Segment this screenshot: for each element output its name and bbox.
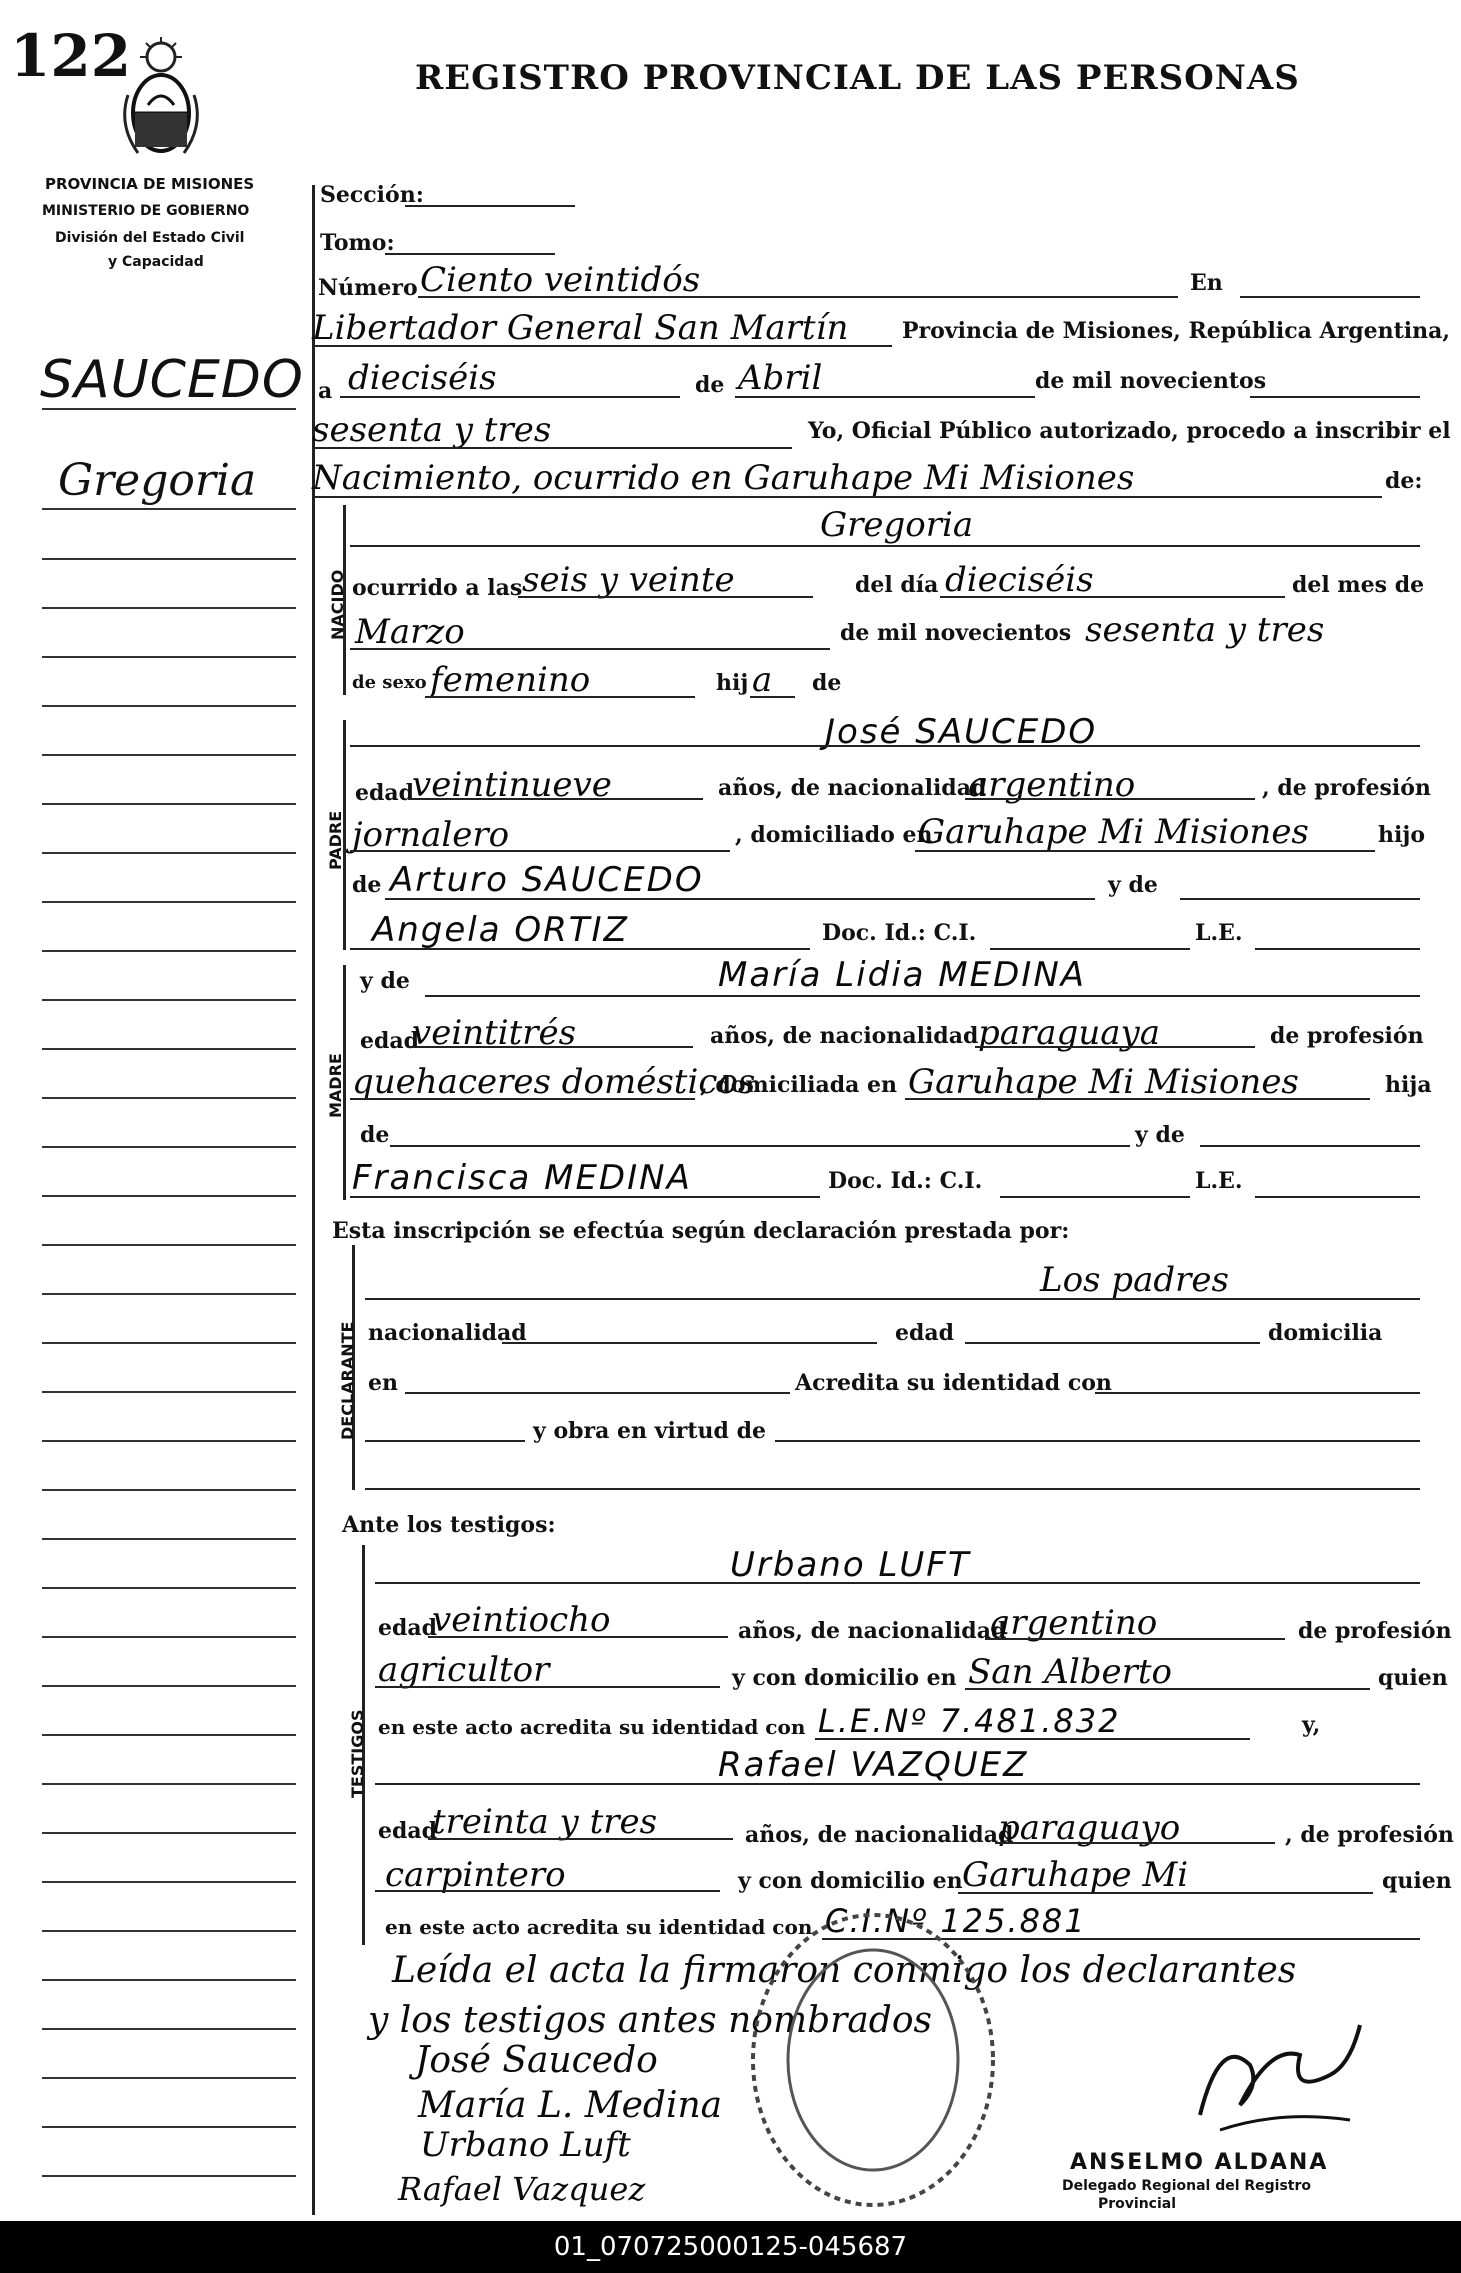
nacido-de-label: de: [812, 670, 842, 696]
birth-year-prefix: de mil novecientos: [840, 620, 1072, 646]
signature-maria-medina: María L. Medina: [418, 2085, 723, 2126]
left-rule-line: [42, 1048, 296, 1050]
de-label: de: [695, 372, 725, 398]
paternal-grandmother: Angela ORTIZ: [372, 910, 629, 950]
page-number: 122: [10, 22, 132, 90]
w1-edad-label: edad: [378, 1615, 438, 1641]
father-profession: jornalero: [352, 815, 510, 855]
year-prefix: de mil novecientos: [1035, 368, 1267, 394]
left-rule-line: [42, 1293, 296, 1295]
left-rule-line: [42, 1685, 296, 1687]
birth-month: Marzo: [355, 612, 465, 652]
w2-dom-label: y con domicilio en: [738, 1868, 963, 1894]
madre-prof-label: de profesión: [1270, 1023, 1424, 1049]
nacido-name: Gregoria: [820, 505, 974, 545]
given-name-index: Gregoria: [58, 455, 257, 506]
w2-acredita-label: en este acto acredita su identidad con: [385, 1915, 813, 1939]
numero-value: Ciento veintidós: [420, 260, 701, 300]
sexo-value: femenino: [430, 660, 591, 700]
padre-de-label: de: [352, 872, 382, 898]
del-dia-label: del día: [855, 572, 939, 598]
witness1-nationality: argentino: [990, 1603, 1158, 1643]
surname-index: SAUCEDO: [40, 350, 304, 410]
left-rule-line: [42, 1146, 296, 1148]
provincia-text: Provincia de Misiones, República Argentina,: [902, 318, 1451, 344]
left-rule-line: [42, 508, 296, 510]
act-value: Nacimiento, ocurrido en Garuhape Mi Misiones: [312, 458, 1135, 498]
left-rule-line: [42, 2175, 296, 2177]
madre-doc-label: Doc. Id.: C.I.: [828, 1168, 983, 1194]
witness2-domicile: Garuhape Mi: [962, 1855, 1189, 1895]
numero-label: Número: [318, 275, 418, 301]
hij-value: a: [752, 660, 773, 700]
w1-y-label: y,: [1302, 1712, 1321, 1738]
declarante-name: Los padres: [1040, 1260, 1229, 1300]
witness2-nationality: paraguayo: [998, 1808, 1181, 1848]
left-rule-line: [42, 950, 296, 952]
signature-rafael-vazquez: Rafael Vazquez: [398, 2170, 646, 2208]
mother-nationality: paraguaya: [978, 1013, 1160, 1053]
closing-line-2: y los testigos antes nombrados: [368, 2000, 932, 2041]
maternal-grandmother: Francisca MEDINA: [352, 1158, 692, 1198]
declarante-obra-label: y obra en virtud de: [533, 1418, 766, 1444]
tomo-label: Tomo:: [320, 230, 395, 256]
testigos-section-label: TESTIGOS: [348, 1709, 367, 1798]
w2-quien-label: quien: [1382, 1868, 1452, 1894]
a-label: a: [318, 378, 333, 404]
hij-label: hij: [716, 670, 749, 696]
padre-dom-label: , domiciliado en: [735, 822, 933, 848]
padre-prof-label: , de profesión: [1262, 775, 1431, 801]
madre-nac-label: años, de nacionalidad: [710, 1023, 979, 1049]
father-nationality: argentino: [968, 765, 1136, 805]
left-rule-line: [42, 1979, 296, 1981]
left-rule-line: [42, 1734, 296, 1736]
declarante-domicilia-label: domicilia: [1268, 1320, 1383, 1346]
org-line-3: División del Estado Civil: [55, 230, 245, 246]
official-stamp-icon: [738, 1905, 1008, 2215]
left-rule-line: [42, 656, 296, 658]
padre-hijo-label: hijo: [1378, 822, 1425, 848]
del-mes-label: del mes de: [1292, 572, 1425, 598]
closing-line-1: Leída el acta la firmaron conmigo los declarantes: [392, 1950, 1297, 1991]
w1-prof-label: de profesión: [1298, 1618, 1452, 1644]
madre-de-label: de: [360, 1122, 390, 1148]
official-signature-icon: [1180, 2005, 1380, 2155]
mother-name: María Lidia MEDINA: [718, 955, 1087, 995]
signature-jose-saucedo: José Saucedo: [415, 2040, 658, 2081]
left-rule-line: [42, 1832, 296, 1834]
signature-urbano-luft: Urbano Luft: [420, 2125, 631, 2165]
registration-year: sesenta y tres: [312, 410, 552, 450]
official-title-1: Delegado Regional del Registro: [1062, 2178, 1312, 2194]
left-rule-line: [42, 901, 296, 903]
left-rule-line: [42, 607, 296, 609]
left-rule-line: [42, 1930, 296, 1932]
ocurrido-label: ocurrido a las: [352, 575, 523, 601]
mother-domicile: Garuhape Mi Misiones: [908, 1062, 1299, 1102]
mother-age: veintitrés: [412, 1013, 577, 1053]
witness1-name: Urbano LUFT: [730, 1545, 971, 1585]
left-rule-line: [42, 1538, 296, 1540]
org-line-1: PROVINCIA DE MISIONES: [45, 175, 255, 193]
left-rule-line: [42, 1195, 296, 1197]
left-rule-line: [42, 705, 296, 707]
w2-edad-label: edad: [378, 1818, 438, 1844]
w1-acredita-label: en este acto acredita su identidad con: [378, 1715, 806, 1739]
madre-edad-label: edad: [360, 1028, 420, 1054]
left-rule-line: [42, 1342, 296, 1344]
witness1-id: L.E.Nº 7.481.832: [818, 1702, 1121, 1740]
padre-edad-label: edad: [355, 780, 415, 806]
official-name: ANSELMO ALDANA: [1070, 2150, 1329, 2175]
w2-nac-label: años, de nacionalidad: [745, 1822, 1014, 1848]
birth-time: seis y veinte: [522, 560, 735, 600]
registration-day: dieciséis: [348, 358, 497, 398]
witness1-age: veintiocho: [432, 1600, 611, 1640]
witness1-domicile: San Alberto: [968, 1652, 1172, 1692]
padre-nac-label: años, de nacionalidad: [718, 775, 987, 801]
father-age: veintinueve: [412, 765, 612, 805]
seccion-label: Sección:: [320, 182, 424, 208]
declarante-intro: Esta inscripción se efectúa según declaración prestada por:: [332, 1218, 1070, 1244]
de-colon: de:: [1385, 468, 1423, 494]
left-rule-line: [42, 754, 296, 756]
left-rule-line: [42, 999, 296, 1001]
declarante-en-label: en: [368, 1370, 398, 1396]
w1-quien-label: quien: [1378, 1665, 1448, 1691]
birth-year: sesenta y tres: [1085, 610, 1325, 650]
declarante-edad-label: edad: [895, 1320, 955, 1346]
left-rule-line: [42, 408, 296, 410]
document-code-bar: 01_070725000125-045687: [0, 2221, 1461, 2273]
left-rule-line: [42, 1097, 296, 1099]
left-rule-line: [42, 852, 296, 854]
left-rule-line: [42, 1244, 296, 1246]
witness2-id: C.I.Nº 125.881: [825, 1902, 1087, 1940]
madre-y-de-label: y de: [360, 968, 410, 994]
witness1-profession: agricultor: [378, 1650, 550, 1690]
org-line-4: y Capacidad: [108, 254, 204, 270]
nacido-section-label: NACIDO: [328, 569, 347, 640]
mother-profession: quehaceres domésticos: [352, 1062, 756, 1102]
left-rule-line: [42, 1440, 296, 1442]
declarante-acredita-label: Acredita su identidad con: [795, 1370, 1112, 1396]
coat-of-arms-icon: [118, 35, 204, 165]
registration-month: Abril: [738, 358, 823, 398]
en-label: En: [1190, 270, 1223, 296]
sexo-label: de sexo: [352, 672, 427, 693]
padre-y-de-label: y de: [1108, 872, 1158, 898]
madre-dom-label: , domiciliada en: [700, 1072, 898, 1098]
page-title: REGISTRO PROVINCIAL DE LAS PERSONAS: [415, 58, 1300, 98]
w1-dom-label: y con domicilio en: [732, 1665, 957, 1691]
oficial-text: Yo, Oficial Público autorizado, procedo a inscribir el: [808, 418, 1451, 444]
declarante-nac-label: nacionalidad: [368, 1320, 527, 1346]
declarante-section-label: DECLARANTE: [338, 1321, 357, 1440]
left-rule-line: [42, 1881, 296, 1883]
left-rule-line: [42, 2077, 296, 2079]
place-value: Libertador General San Martín: [312, 308, 849, 348]
madre-le-label: L.E.: [1195, 1168, 1243, 1194]
madre-y-de2-label: y de: [1135, 1122, 1185, 1148]
father-domicile: Garuhape Mi Misiones: [918, 812, 1309, 852]
testigos-intro: Ante los testigos:: [342, 1512, 556, 1538]
madre-hija-label: hija: [1385, 1072, 1432, 1098]
left-rule-line: [42, 1489, 296, 1491]
left-rule-line: [42, 2126, 296, 2128]
witness2-name: Rafael VAZQUEZ: [718, 1745, 1029, 1785]
birth-day: dieciséis: [945, 560, 1094, 600]
witness2-profession: carpintero: [385, 1855, 566, 1895]
left-rule-line: [42, 1391, 296, 1393]
left-rule-line: [42, 1587, 296, 1589]
left-rule-line: [42, 1783, 296, 1785]
padre-le-label: L.E.: [1195, 920, 1243, 946]
padre-section-label: PADRE: [326, 810, 345, 870]
paternal-grandfather: Arturo SAUCEDO: [390, 860, 704, 900]
left-rule-line: [42, 558, 296, 560]
left-rule-line: [42, 803, 296, 805]
left-rule-line: [42, 2028, 296, 2030]
official-title-2: Provincial: [1098, 2196, 1177, 2212]
padre-doc-label: Doc. Id.: C.I.: [822, 920, 977, 946]
left-rule-line: [42, 1636, 296, 1638]
father-name: José SAUCEDO: [825, 712, 1098, 752]
org-line-2: MINISTERIO DE GOBIERNO: [42, 203, 250, 219]
witness2-age: treinta y tres: [432, 1802, 658, 1842]
w1-nac-label: años, de nacionalidad: [738, 1618, 1007, 1644]
madre-section-label: MADRE: [326, 1053, 345, 1118]
w2-prof-label: , de profesión: [1285, 1822, 1454, 1848]
